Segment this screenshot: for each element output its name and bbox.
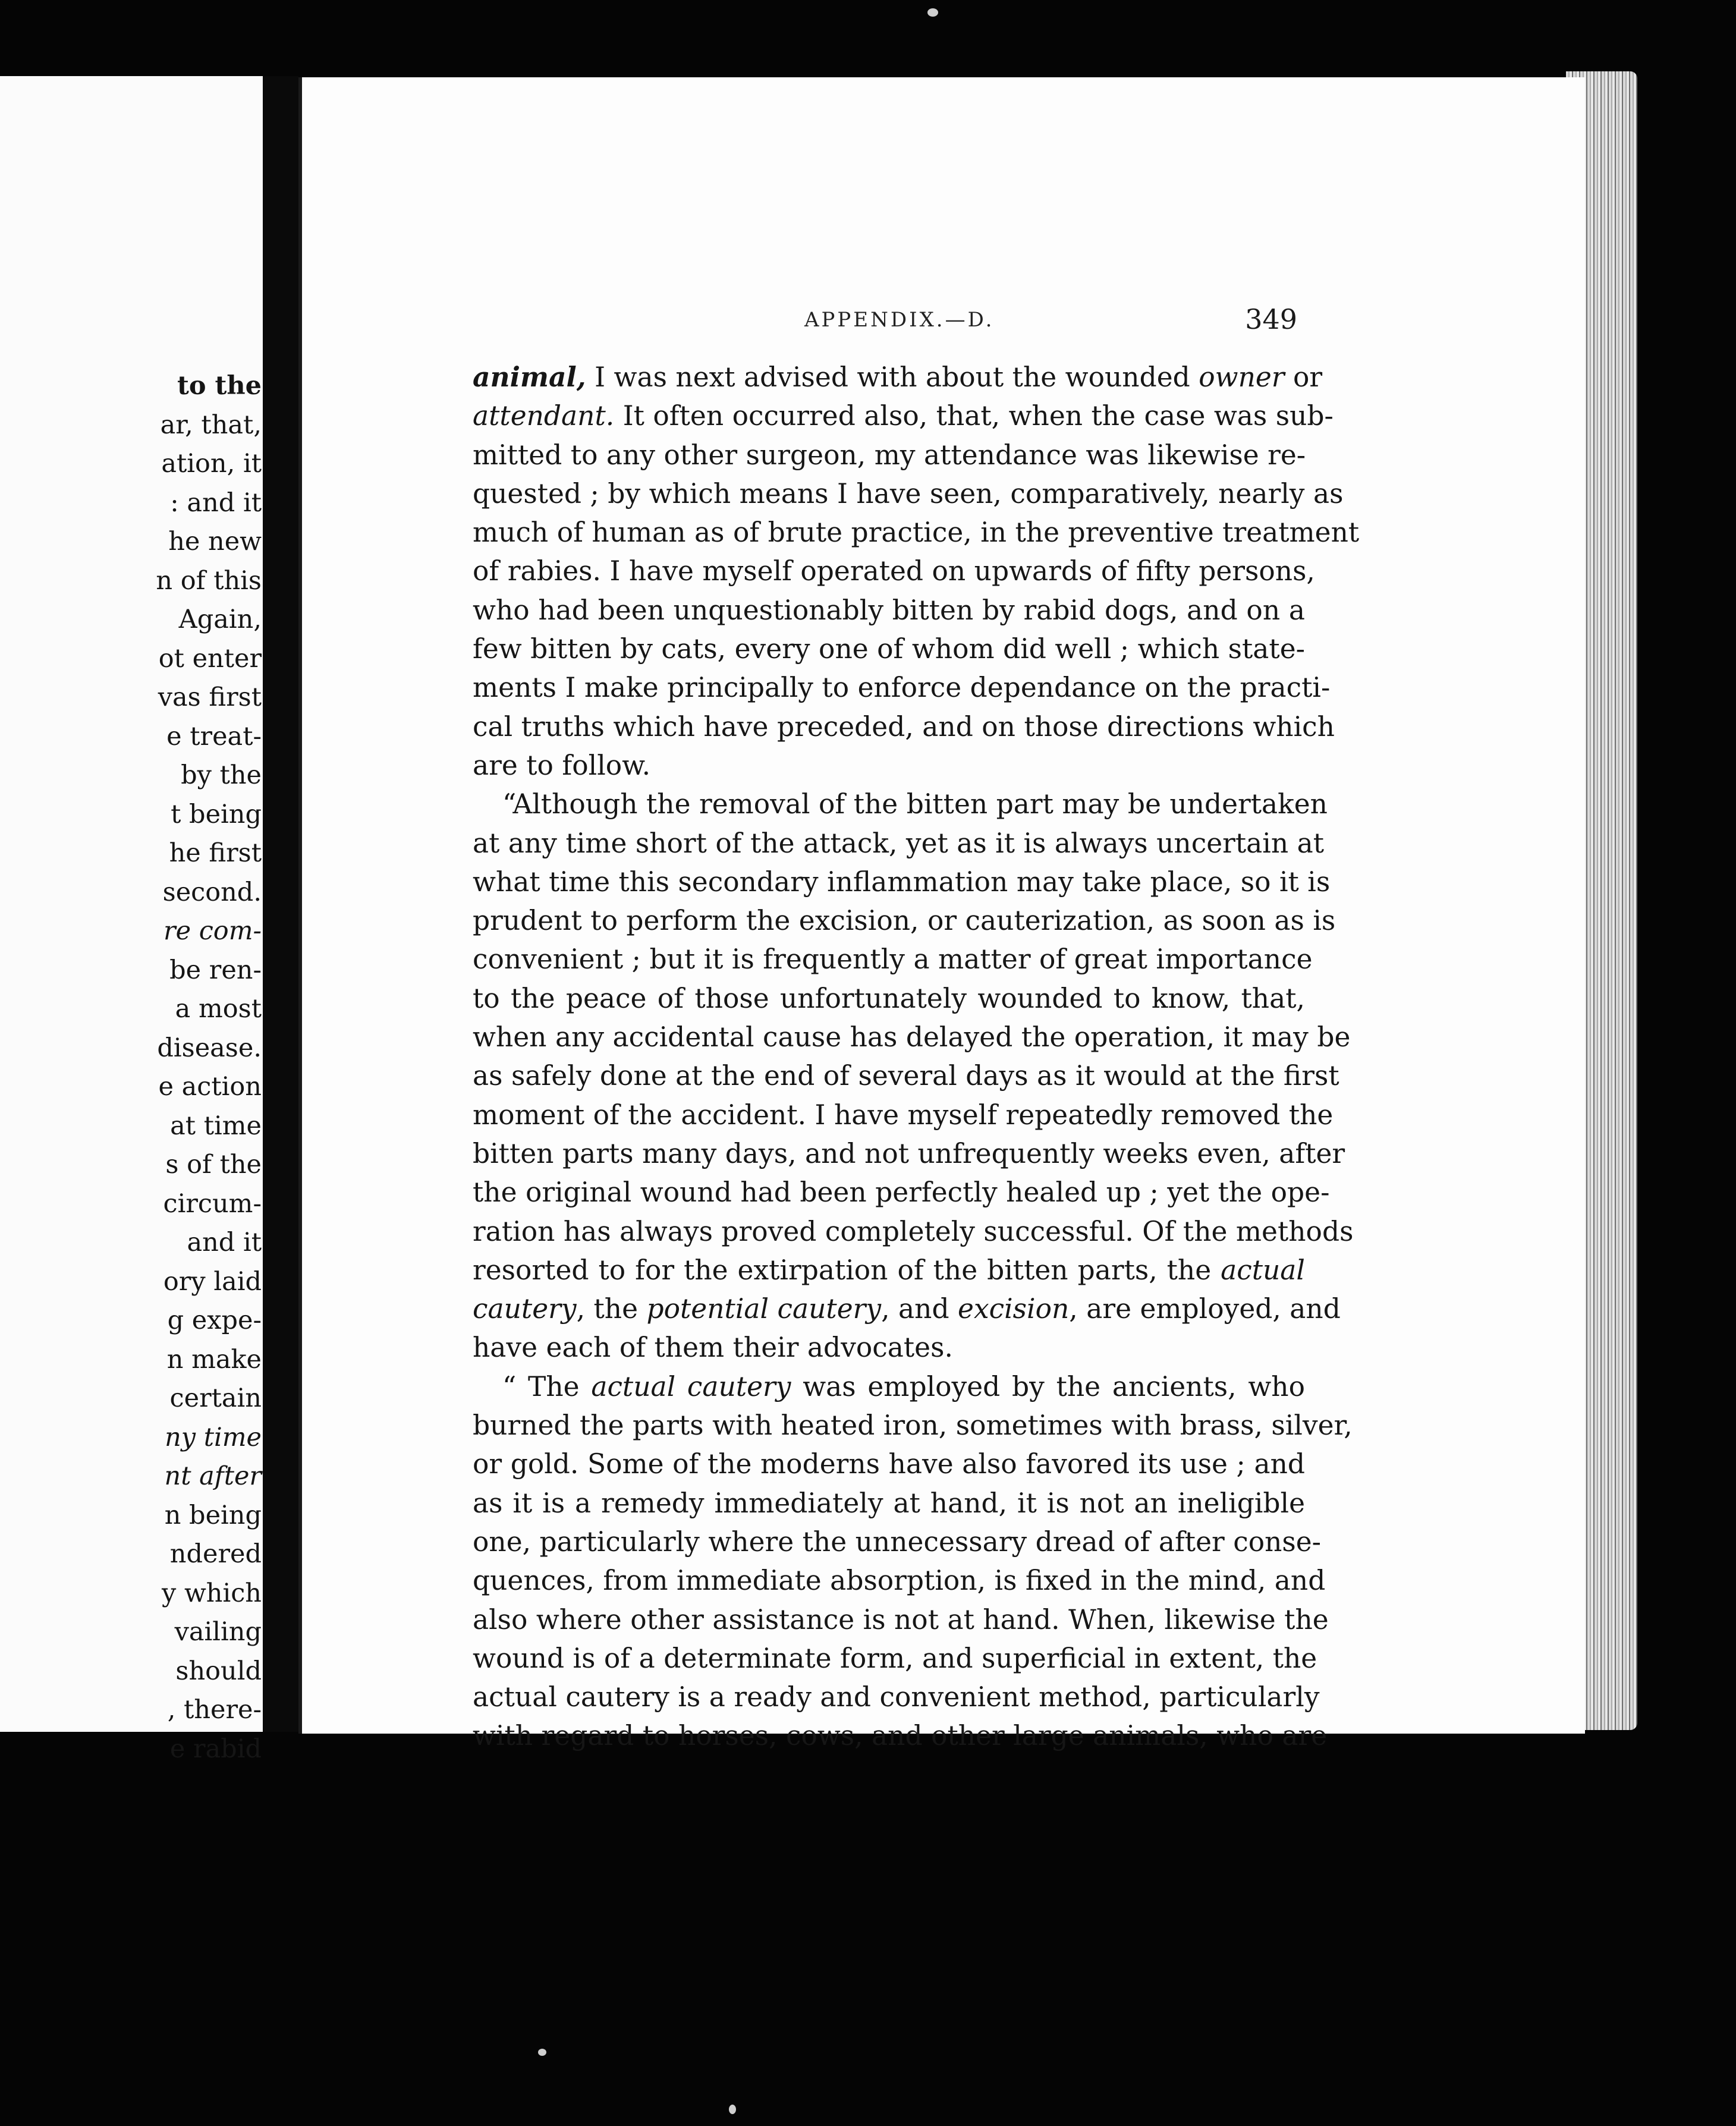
- text-run: was employed by the ancients, who: [791, 1370, 1305, 1402]
- left-page-line-fragment: ory laid: [163, 1266, 262, 1297]
- running-head: APPENDIX.—D.: [804, 308, 995, 332]
- scan-speck: [927, 8, 938, 17]
- text-run: , the: [576, 1293, 647, 1325]
- text-line: who had been unquestionably bitten by rabid dogs, and on a: [473, 594, 1305, 626]
- left-page-line-fragment: ndered: [169, 1539, 262, 1569]
- text-line: quested ; by which means I have seen, comparatively, nearly as: [473, 477, 1344, 510]
- italic-text: owner: [1199, 361, 1285, 393]
- text-line: actual cautery is a ready and convenient method, particularly: [473, 1681, 1320, 1713]
- left-page-line-fragment: circum-: [163, 1188, 262, 1219]
- text-line: “Although the removal of the bitten part may be undertaken: [502, 788, 1328, 820]
- left-page-line-fragment: t being: [171, 799, 262, 829]
- text-line: of rabies. I have myself operated on upwards of fifty persons,: [473, 555, 1315, 587]
- paragraph-3: [473, 1367, 1353, 1756]
- text-line: [473, 397, 1334, 435]
- left-page-line-fragment: e treat-: [166, 721, 262, 751]
- text-line: much of human as of brute practice, in the preventive treatment: [473, 517, 1360, 549]
- left-page-line-fragment: ation, it: [161, 449, 262, 479]
- text-run: “ The: [502, 1370, 592, 1402]
- text-line: when any accidental cause has delayed the operation, it may be: [473, 1021, 1351, 1053]
- text-line: as it is a remedy immediately at hand, it is not an ineligible: [473, 1487, 1305, 1519]
- text-line: are to follow.: [473, 749, 651, 781]
- left-page-line-fragment: second.: [162, 877, 262, 907]
- text-line: [473, 1290, 1341, 1328]
- left-page-line-fragment: e action: [158, 1072, 262, 1102]
- left-page-line-fragment: ot enter: [158, 643, 262, 674]
- left-page-line-fragment: a most: [175, 994, 262, 1024]
- text-line: wound is of a determinate form, and superficial in extent, the: [473, 1642, 1317, 1674]
- left-page-line-fragment: y which: [162, 1578, 262, 1608]
- left-page-line-fragment: , there-: [167, 1695, 262, 1725]
- text-line: mitted to any other surgeon, my attendance was likewise re-: [473, 439, 1306, 471]
- left-page-line-fragment: certain: [169, 1383, 262, 1413]
- left-page-line-fragment: n being: [164, 1500, 262, 1530]
- text-line: [473, 1367, 1305, 1406]
- italic-text: excision: [958, 1293, 1070, 1325]
- left-page-line-fragment: : and it: [170, 488, 262, 518]
- left-page-line-fragment: he first: [169, 838, 262, 868]
- body-text: [473, 358, 1360, 1756]
- left-page-line-fragment: and it: [187, 1228, 262, 1257]
- left-page-line-fragment: e rabid: [169, 1734, 262, 1764]
- text-run: , are employed, and: [1069, 1293, 1341, 1325]
- text-line: ration has always proved completely successful. Of the methods: [473, 1215, 1354, 1247]
- left-page-line-fragment: ny time: [165, 1422, 262, 1452]
- text-line: one, particularly where the unnecessary dread of after conse-: [473, 1526, 1322, 1558]
- text-line: prudent to perform the excision, or cauterization, as soon as is: [473, 905, 1336, 937]
- paragraph-1: [473, 358, 1360, 785]
- left-page-line-fragment: n of this: [156, 565, 262, 596]
- text-run: or: [1284, 361, 1323, 393]
- text-line: [473, 358, 1323, 397]
- text-line: what time this secondary inflammation may take place, so it is: [473, 866, 1331, 898]
- left-page-line-fragment: vas first: [158, 683, 262, 712]
- left-page-line-fragment: g expe-: [167, 1306, 262, 1335]
- italic-text: animal,: [473, 361, 586, 393]
- italic-text: attendant.: [473, 400, 615, 432]
- italic-text: actual cautery: [591, 1370, 791, 1402]
- left-page: [0, 76, 263, 1764]
- left-page-line-fragment: to the: [177, 371, 262, 401]
- italic-text: actual: [1221, 1254, 1305, 1286]
- left-page-line-fragment: by the: [181, 760, 262, 790]
- left-page-line-fragment: at time: [170, 1111, 262, 1141]
- text-line: have each of them their advocates.: [473, 1332, 953, 1364]
- text-run: It often occurred also, that, when the case was sub-: [614, 400, 1334, 432]
- italic-text: potential cautery: [646, 1293, 882, 1325]
- scan-speck: [729, 2105, 736, 2114]
- page-number: 349: [1245, 303, 1297, 335]
- text-line: bitten parts many days, and not unfrequently weeks even, after: [473, 1137, 1345, 1169]
- left-page-line-fragment: s of the: [165, 1150, 262, 1180]
- text-line: burned the parts with heated iron, sometimes with brass, silver,: [473, 1410, 1353, 1442]
- text-line: convenient ; but it is frequently a matter of great importance: [473, 944, 1313, 976]
- left-page-line-fragment: re com-: [163, 916, 262, 946]
- text-line: as safely done at the end of several days as it would at the first: [473, 1060, 1339, 1092]
- text-line: at any time short of the attack, yet as it is always uncertain at: [473, 827, 1325, 859]
- left-page-line-fragment: Again,: [178, 605, 262, 634]
- left-page-line-fragment: should: [175, 1656, 262, 1686]
- text-line: few bitten by cats, every one of whom did well ; which state-: [473, 633, 1305, 665]
- left-page-line-fragment: nt after: [164, 1461, 262, 1491]
- text-line: quences, from immediate absorption, is fixed in the mind, and: [473, 1565, 1326, 1597]
- text-line: the original wound had been perfectly healed up ; yet the ope-: [473, 1177, 1330, 1209]
- left-page-line-fragment: n make: [166, 1344, 262, 1375]
- left-page-line-fragment: vailing: [174, 1617, 262, 1647]
- text-line: cal truths which have preceded, and on those directions which: [473, 710, 1335, 743]
- scan-speck: [538, 2049, 546, 2056]
- left-page-line-fragment: he new: [168, 527, 262, 556]
- text-line: moment of the accident. I have myself repeatedly removed the: [473, 1099, 1334, 1131]
- paragraph-2: [473, 785, 1354, 1367]
- text-run: I was next advised with about the wounded: [586, 361, 1199, 393]
- text-run: , and: [881, 1293, 958, 1325]
- text-line: also where other assistance is not at hand. When, likewise the: [473, 1603, 1329, 1636]
- italic-text: cautery: [473, 1293, 577, 1325]
- book-gutter: [263, 76, 298, 1732]
- text-line: ments I make principally to enforce dependance on the practi-: [473, 672, 1331, 704]
- left-page-line-fragment: ar, that,: [160, 410, 262, 440]
- text-run: resorted to for the extirpation of the bitten parts, the: [473, 1254, 1221, 1286]
- page-header: [804, 303, 1297, 339]
- left-page-line-fragment: disease.: [157, 1033, 262, 1063]
- text-line: or gold. Some of the moderns have also favored its use ; and: [473, 1448, 1305, 1480]
- left-page-line-fragment: be ren-: [169, 955, 262, 985]
- text-line: [473, 1251, 1305, 1290]
- text-line: to the peace of those unfortunately wounded to know, that,: [473, 982, 1305, 1014]
- text-line: with regard to horses, cows, and other large animals, who are: [473, 1720, 1328, 1752]
